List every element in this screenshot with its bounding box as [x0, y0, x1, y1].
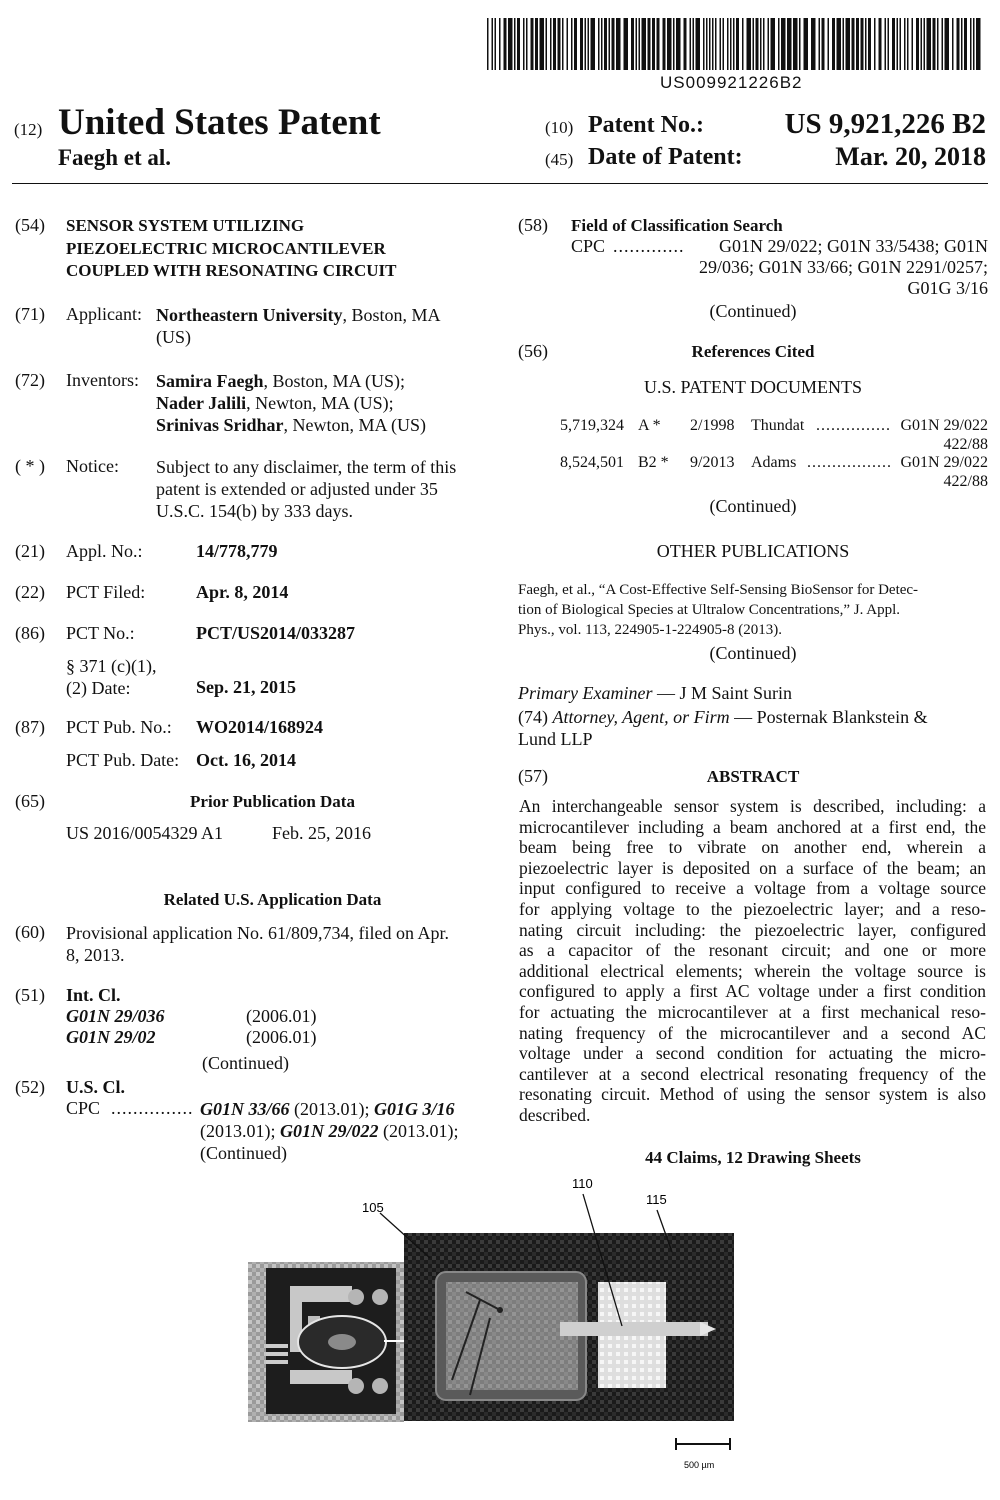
barcode-bar [879, 18, 882, 70]
barcode-bar [904, 18, 906, 70]
abstract-line: microcantilever including a beam anchored at a first end, the [519, 816, 986, 837]
abstract-text [519, 796, 986, 1126]
refs-continued: (Continued) [709, 496, 797, 516]
barcode-bar [580, 18, 583, 70]
barcode-bar [793, 18, 798, 70]
abstract-line: configured to apply a first AC voltage under a first condition [519, 981, 986, 1002]
abstract-line: voltage under a second condition for actuating the micro- [519, 1043, 986, 1064]
barcode-bar [856, 18, 859, 70]
barcode-bar [676, 18, 681, 70]
abstract-line: beam being free to vibrate on another end, wherein a [519, 837, 986, 858]
barcode-bar [624, 18, 629, 70]
barcode-bar [957, 18, 960, 70]
barcode-bar [523, 18, 525, 70]
barcode-bar [492, 18, 494, 70]
barcode-bar [723, 18, 725, 70]
int-cl-code: G01N 29/02 [66, 1027, 156, 1047]
date-label: Date of Patent: [588, 144, 743, 170]
barcode-bar [952, 18, 954, 70]
barcode-bar [508, 18, 513, 70]
attorney: (74) Attorney, Agent, or Firm — Posternak Blankstein & Lund LLP [518, 707, 928, 749]
barcode-bar [924, 18, 926, 70]
barcode-bar [712, 18, 714, 70]
claims-summary: 44 Claims, 12 Drawing Sheets [645, 1148, 861, 1167]
patent-date: Mar. 20, 2018 [835, 142, 986, 171]
prior-pub-heading: Prior Publication Data [190, 792, 355, 811]
barcode-bar [961, 18, 963, 70]
barcode-bar [588, 18, 590, 70]
barcode-bar [558, 18, 561, 70]
patent-title: United States Patent [58, 102, 381, 143]
barcode-bar [690, 18, 692, 70]
microcantilever-micrograph [404, 1233, 734, 1421]
barcode-bar [639, 18, 641, 70]
barcode-bar [933, 18, 936, 70]
label-105: 105 [362, 1200, 384, 1215]
barcode-bar [631, 18, 634, 70]
barcode-bar [885, 18, 887, 70]
barcode-bar [736, 18, 739, 70]
barcode-bar [703, 18, 705, 70]
barcode-bar [495, 18, 497, 70]
barcode-bar [897, 18, 899, 70]
barcode-bar [868, 18, 871, 70]
abstract-line: nating circuit including: the piezoelectric layer, configured [519, 919, 986, 940]
abstract-line: described. [519, 1104, 591, 1125]
barcode-bar [657, 18, 660, 70]
barcode-bar [720, 18, 722, 70]
patent-number: US 9,921,226 B2 [784, 108, 986, 140]
barcode-bar [742, 18, 744, 70]
barcode-bar [531, 18, 534, 70]
scale-label: 500 µm [684, 1460, 715, 1470]
barcode-bar [937, 18, 939, 70]
other-pub-heading: OTHER PUBLICATIONS [656, 541, 850, 561]
barcode-bar [550, 18, 552, 70]
chip-photo [248, 1262, 404, 1422]
abstract-line: piezoelectric layer is deposited on a surface of the beam; an [519, 857, 986, 878]
barcode-bar [768, 18, 770, 70]
prior-pub-date: Feb. 25, 2016 [272, 823, 371, 843]
inventors-short: Faegh et al. [58, 145, 172, 170]
barcode-bar [888, 18, 890, 70]
barcode-bar [648, 18, 651, 70]
barcode-bar [837, 18, 842, 70]
barcode-bar [756, 18, 759, 70]
pub-no: WO2014/168924 [196, 717, 324, 737]
other-continued: (Continued) [709, 643, 797, 663]
barcode-bar [799, 18, 801, 70]
barcode-bar [907, 18, 909, 70]
inventor: Srinivas Sridhar, Newton, MA (US) [156, 415, 427, 435]
barcode-bar [585, 18, 587, 70]
barcode-bar [642, 18, 647, 70]
barcode-bar [546, 18, 548, 70]
barcode-bar [828, 18, 830, 70]
barcode-bar [763, 18, 765, 70]
barcode-bar [709, 18, 711, 70]
barcode-bar [921, 18, 923, 70]
barcode-bar [804, 18, 809, 70]
barcode-bar [487, 18, 489, 70]
barcode-bar [574, 18, 577, 70]
related-heading: Related U.S. Application Data [163, 890, 382, 909]
barcode-bar [852, 18, 855, 70]
barcode-bar [514, 18, 516, 70]
barcode-bar [927, 18, 932, 70]
barcode-bar [819, 18, 821, 70]
abstract-line: cantilever at a second electrical resonating frequency of the [519, 1063, 986, 1084]
barcode-bar [673, 18, 675, 70]
barcode-bar [874, 18, 876, 70]
abstract-line: nating frequency of the microcantilever and a second AC [519, 1022, 986, 1043]
barcode-bar [832, 18, 835, 70]
barcode-bar [517, 18, 520, 70]
barcode-bar [811, 18, 816, 70]
abstract-line: additional electrical elements; wherein the voltage source is [519, 960, 986, 981]
abstract-line: resonating circuit. Method of using the sensor system is also [519, 1084, 986, 1105]
barcode-bar [667, 18, 672, 70]
barcode-bar [942, 18, 944, 70]
barcode-bar [504, 18, 507, 70]
barcode-bar [747, 18, 752, 70]
barcode-bar [684, 18, 687, 70]
barcode-bar [715, 18, 717, 70]
other-publication: Faegh, et al., “A Cost-Effective Self-Sensing BioSensor for Detec- tion of Biological Species at Ultralow Concentrations,” J. Appl. Phys., vol. 113, 224905-1-224905-8 (2013). [518, 582, 919, 638]
s371-date: Sep. 21, 2015 [196, 677, 297, 697]
pub-date: Oct. 16, 2014 [196, 750, 296, 770]
barcode-bar [760, 18, 762, 70]
barcode-bar [571, 18, 573, 70]
int-cl-code: G01N 29/036 [66, 1006, 165, 1026]
barcode-bar [771, 18, 776, 70]
abstract-line: as a capacitor of the resonant circuit; and one or more [519, 940, 986, 961]
barcode-bar [778, 18, 780, 70]
barcode-bar [912, 18, 914, 70]
abstract-line: for applying voltage to the piezoelectric layer; and a reso- [519, 898, 986, 919]
barcode-bar [976, 18, 981, 70]
abstract-heading: ABSTRACT [706, 767, 800, 786]
barcode-bar [562, 18, 564, 70]
barcode-number: US009921226B2 [660, 73, 803, 92]
barcode-bar [787, 18, 792, 70]
header-rule [12, 183, 988, 184]
patent-no-code: (10) [545, 118, 574, 137]
barcode-bar [535, 18, 538, 70]
barcode-bar [636, 18, 638, 70]
barcode-bar [706, 18, 708, 70]
barcode-bar [591, 18, 596, 70]
barcode-bar [892, 18, 895, 70]
inventor: Nader Jalili, Newton, MA (US); [156, 393, 394, 413]
kind-code: (12) [14, 120, 43, 139]
barcode-bar [753, 18, 755, 70]
label-110: 110 [572, 1176, 593, 1191]
barcode-bar [843, 18, 845, 70]
barcode-bar [567, 18, 569, 70]
barcode-bar [526, 18, 528, 70]
barcode-bar [540, 18, 545, 70]
barcode-bar [730, 18, 732, 70]
barcode-bar [964, 18, 967, 70]
appl-no: 14/778,779 [196, 541, 278, 561]
barcode-bar [822, 18, 825, 70]
barcode-bar [663, 18, 666, 70]
barcode-bar [733, 18, 735, 70]
barcode [487, 18, 985, 70]
barcode-bar [553, 18, 556, 70]
barcode-bar [616, 18, 621, 70]
applicant-name: Northeastern University [156, 305, 343, 325]
barcode-bar [945, 18, 950, 70]
invention-title: SENSOR SYSTEM UTILIZING PIEZOELECTRIC MICROCANTILEVER COUPLED WITH RESONATING CIRCUIT [66, 216, 397, 280]
barcode-bar [781, 18, 786, 70]
primary-examiner: Primary Examiner — J M Saint Surin [518, 683, 793, 703]
barcode-bar [727, 18, 729, 70]
barcode-bar [612, 18, 615, 70]
patent-no-label: Patent No.: [588, 112, 704, 138]
barcode-bar [973, 18, 975, 70]
front-page-figure [0, 1160, 1000, 1480]
barcode-bar [601, 18, 603, 70]
barcode-bar [499, 18, 501, 70]
date-code: (45) [545, 150, 574, 169]
barcode-bar [916, 18, 919, 70]
barcode-bar [846, 18, 851, 70]
barcode-bar [861, 18, 864, 70]
pct-no: PCT/US2014/033287 [196, 623, 356, 643]
prior-pub-number: US 2016/0054329 A1 [66, 823, 224, 843]
abstract-line: An interchangeable sensor system is described, including: a [519, 796, 986, 816]
barcode-bar [970, 18, 972, 70]
pct-filed: Apr. 8, 2014 [196, 582, 289, 602]
barcode-bar [865, 18, 867, 70]
inventor: Samira Faegh, Boston, MA (US); [156, 371, 406, 391]
barcode-bar [598, 18, 600, 70]
barcode-bar [693, 18, 695, 70]
barcode-bar [652, 18, 655, 70]
barcode-bar [604, 18, 607, 70]
label-115: 115 [646, 1192, 667, 1207]
abstract-line: input configured to receive a voltage from a voltage source [519, 878, 986, 899]
barcode-bar [696, 18, 701, 70]
barcode-bar [609, 18, 611, 70]
barcode-bar [900, 18, 902, 70]
abstract-line: for actuating the microcantilever at a first mechanical reso- [519, 1001, 986, 1022]
